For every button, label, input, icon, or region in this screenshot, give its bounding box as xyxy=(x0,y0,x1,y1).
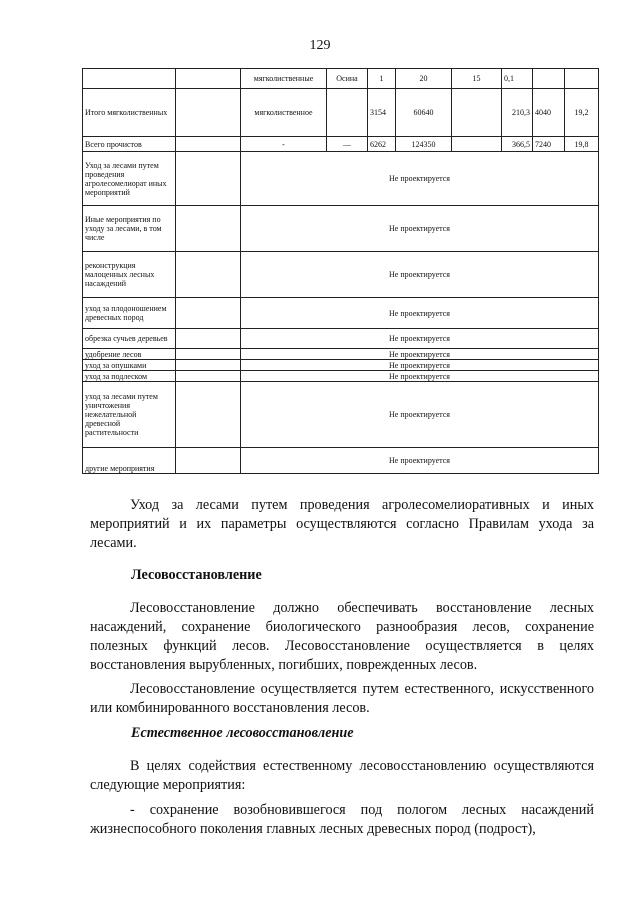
table-cell: 60640 xyxy=(396,89,452,137)
paragraph-forest-care: Уход за лесами путем проведения агролесомелиоративных и иных мероприятий и их параметры осуществляются согласно Правилам ухода за лесами. xyxy=(90,497,594,551)
table-cell: 20 xyxy=(396,69,452,89)
paragraph-reforestation-methods: Лесовосстановление осуществляется путем естественного, искусственного или комбинированного восстановления лесов. xyxy=(90,681,594,716)
table-cell xyxy=(176,360,241,371)
table-cell xyxy=(83,69,176,89)
table-cell: мягколиственные xyxy=(241,69,327,89)
table-row xyxy=(83,382,599,448)
table-cell: 3154 xyxy=(368,89,396,137)
table-row xyxy=(83,371,599,382)
paragraph-natural-measures: В целях содействия естественному лесовосстановлению осуществляются следующие мероприятия: xyxy=(90,758,594,793)
row-label: реконструкция малоценных лесных насаждений xyxy=(83,252,176,298)
table-cell: — xyxy=(327,137,368,152)
paragraph-undergrowth: - сохранение возобновившегося под пологом лесных насаждений жизнеспособного поколения главных лесных древесных пород (подрост), xyxy=(90,802,594,837)
table-row xyxy=(83,137,599,152)
table-cell: 4040 xyxy=(533,89,565,137)
row-label: обрезка сучьев деревьев xyxy=(83,329,176,349)
table-cell xyxy=(176,206,241,252)
table-cell: - xyxy=(241,137,327,152)
table-cell xyxy=(176,69,241,89)
not-projected-cell: Не проектируется xyxy=(241,448,599,474)
not-projected-cell: Не проектируется xyxy=(241,298,599,329)
table-cell: Всего прочистов xyxy=(83,137,176,152)
not-projected-cell: Не проектируется xyxy=(241,371,599,382)
table-cell xyxy=(327,89,368,137)
table-cell: Осина xyxy=(327,69,368,89)
table-row xyxy=(83,152,599,206)
table-cell: 0,1 xyxy=(502,69,533,89)
table-cell: мягколиственное xyxy=(241,89,327,137)
row-label: удобрение лесов xyxy=(83,349,176,360)
table-cell xyxy=(452,137,502,152)
row-label: Иные мероприятия по уходу за лесами, в том числе xyxy=(83,206,176,252)
table-cell xyxy=(176,448,241,474)
heading-natural-reforestation: Естественное лесовосстановление xyxy=(131,725,354,741)
table-cell: 19,8 xyxy=(565,137,599,152)
table-row xyxy=(83,360,599,371)
table-row xyxy=(83,329,599,349)
row-label: уход за плодоношением древесных пород xyxy=(83,298,176,329)
table-cell xyxy=(533,69,565,89)
table-row xyxy=(83,89,599,137)
not-projected-cell: Не проектируется xyxy=(241,152,599,206)
page-number: 129 xyxy=(309,38,331,53)
table-cell xyxy=(176,329,241,349)
table-row xyxy=(83,69,599,89)
table-row xyxy=(83,448,599,474)
table-cell: 124350 xyxy=(396,137,452,152)
table-cell: 7240 xyxy=(533,137,565,152)
not-projected-cell: Не проектируется xyxy=(241,206,599,252)
heading-reforestation: Лесовосстановление xyxy=(131,567,262,583)
table-cell: 366,5 xyxy=(502,137,533,152)
not-projected-cell: Не проектируется xyxy=(241,329,599,349)
forest-care-table xyxy=(82,68,599,474)
table-cell: 1 xyxy=(368,69,396,89)
not-projected-cell: Не проектируется xyxy=(241,252,599,298)
table-cell xyxy=(452,89,502,137)
table-cell xyxy=(176,349,241,360)
not-projected-cell: Не проектируется xyxy=(241,349,599,360)
table-cell: 6262 xyxy=(368,137,396,152)
table-cell xyxy=(176,89,241,137)
table-row xyxy=(83,349,599,360)
row-label: уход за лесами путем уничтожения нежелательной древесной растительности xyxy=(83,382,176,448)
table-row xyxy=(83,298,599,329)
not-projected-cell: Не проектируется xyxy=(241,360,599,371)
table-row xyxy=(83,206,599,252)
table-cell: Итого мягколиственных xyxy=(83,89,176,137)
row-label: уход за опушками xyxy=(83,360,176,371)
row-label: Уход за лесами путем проведения агролесомелиорат иных мероприятий xyxy=(83,152,176,206)
table-cell xyxy=(176,137,241,152)
table-cell xyxy=(176,298,241,329)
table-cell xyxy=(176,252,241,298)
table-cell xyxy=(176,152,241,206)
row-label: уход за подлеском xyxy=(83,371,176,382)
table-cell xyxy=(565,69,599,89)
row-label: другие мероприятия xyxy=(83,448,176,474)
table-cell: 19,2 xyxy=(565,89,599,137)
paragraph-reforestation-purpose: Лесовосстановление должно обеспечивать восстановление лесных насаждений, сохранение биологического разнообразия лесов, сохранение полезных функций лесов. Лесовосстановление осуществляется в целях восстановления вырубленных, погибших, поврежденных лесов. xyxy=(90,600,594,673)
table-row xyxy=(83,252,599,298)
table-cell xyxy=(176,371,241,382)
table-cell: 15 xyxy=(452,69,502,89)
table-cell: 210,3 xyxy=(502,89,533,137)
not-projected-cell: Не проектируется xyxy=(241,382,599,448)
table-cell xyxy=(176,382,241,448)
